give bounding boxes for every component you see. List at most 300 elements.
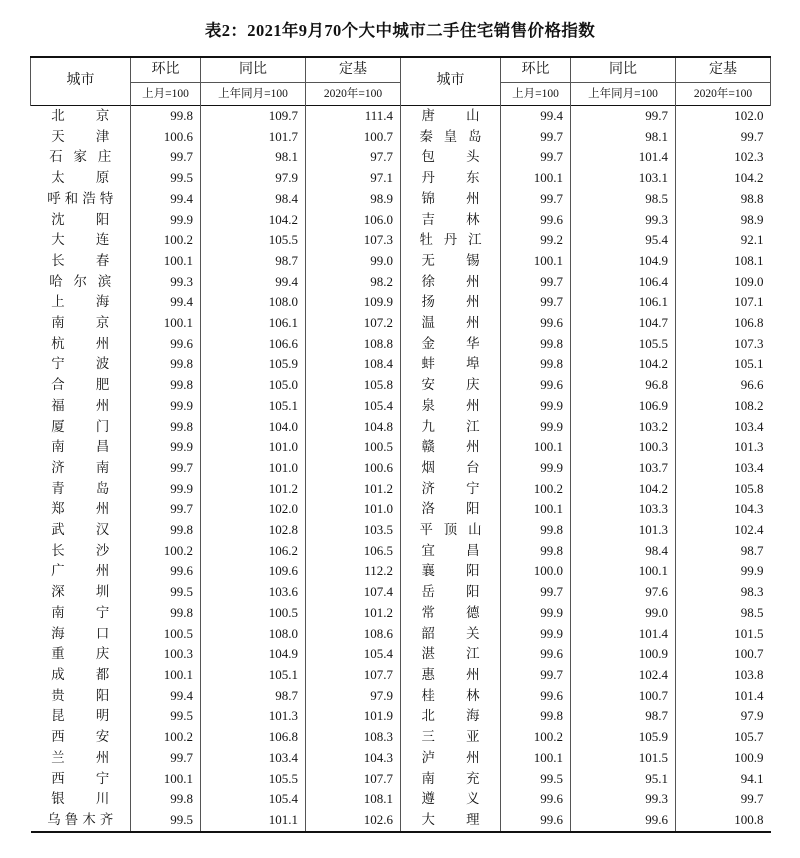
cell-base-left: 101.2 <box>306 603 401 624</box>
cell-base-left: 108.1 <box>306 789 401 810</box>
cell-city <box>31 334 131 355</box>
cell-base-left: 102.6 <box>306 810 401 832</box>
cell-city <box>401 810 501 832</box>
cell-yoy-right: 104.9 <box>571 251 676 272</box>
city-name: 济南 <box>51 459 110 475</box>
cell-city <box>31 603 131 624</box>
city-name: 秦皇岛 <box>419 128 482 144</box>
cell-base-left: 104.3 <box>306 748 401 769</box>
cell-city <box>401 561 501 582</box>
city-name: 上海 <box>51 294 110 310</box>
city-name: 天津 <box>51 128 110 144</box>
city-name: 桂林 <box>421 687 480 703</box>
cell-yoy-right: 100.1 <box>571 561 676 582</box>
cell-yoy-right: 98.1 <box>571 127 676 148</box>
city-name: 惠州 <box>421 666 480 682</box>
city-name: 遵义 <box>421 791 480 807</box>
city-name: 哈尔滨 <box>49 273 112 289</box>
cell-yoy-left: 109.7 <box>201 106 306 127</box>
cell-base-left: 99.0 <box>306 251 401 272</box>
cell-mom-right: 100.1 <box>501 251 571 272</box>
cell-base-right: 100.8 <box>676 810 771 832</box>
cell-city <box>401 210 501 231</box>
cell-mom-right: 99.9 <box>501 417 571 438</box>
cell-city <box>31 437 131 458</box>
cell-yoy-left: 102.8 <box>201 520 306 541</box>
cell-mom-right: 99.6 <box>501 686 571 707</box>
city-name: 福州 <box>51 397 110 413</box>
table-row <box>31 272 771 293</box>
cell-mom-left: 99.7 <box>131 748 201 769</box>
cell-base-left: 107.4 <box>306 582 401 603</box>
cell-yoy-right: 99.6 <box>571 810 676 832</box>
cell-city <box>401 251 501 272</box>
cell-mom-right: 99.7 <box>501 127 571 148</box>
cell-mom-right: 99.9 <box>501 624 571 645</box>
city-name: 济宁 <box>421 480 480 496</box>
cell-mom-right: 99.2 <box>501 230 571 251</box>
cell-mom-left: 99.8 <box>131 417 201 438</box>
table-row <box>31 292 771 313</box>
table-row <box>31 479 771 500</box>
cell-mom-left: 99.9 <box>131 396 201 417</box>
cell-yoy-left: 106.8 <box>201 727 306 748</box>
table-row <box>31 644 771 665</box>
cell-city <box>401 727 501 748</box>
cell-yoy-left: 109.6 <box>201 561 306 582</box>
column-header-mom-right: 环比 <box>501 57 571 83</box>
cell-city <box>31 230 131 251</box>
cell-yoy-left: 103.6 <box>201 582 306 603</box>
table-row <box>31 686 771 707</box>
table-body <box>31 106 771 832</box>
table-row <box>31 189 771 210</box>
cell-yoy-left: 106.6 <box>201 334 306 355</box>
city-name: 贵阳 <box>51 687 110 703</box>
cell-mom-right: 99.8 <box>501 334 571 355</box>
city-name: 长春 <box>51 252 110 268</box>
cell-mom-left: 100.2 <box>131 727 201 748</box>
cell-yoy-right: 101.5 <box>571 748 676 769</box>
column-subheader-mom-right: 上月=100 <box>501 83 571 106</box>
cell-mom-left: 99.9 <box>131 210 201 231</box>
cell-base-left: 104.8 <box>306 417 401 438</box>
city-name: 厦门 <box>51 418 110 434</box>
table-row <box>31 748 771 769</box>
cell-base-right: 107.3 <box>676 334 771 355</box>
cell-base-left: 105.4 <box>306 396 401 417</box>
cell-city <box>401 748 501 769</box>
column-subheader-yoy-right: 上年同月=100 <box>571 83 676 106</box>
cell-yoy-right: 101.4 <box>571 147 676 168</box>
city-name: 赣州 <box>421 439 480 455</box>
table-row <box>31 230 771 251</box>
cell-city <box>31 313 131 334</box>
cell-city <box>401 313 501 334</box>
cell-yoy-right: 95.4 <box>571 230 676 251</box>
city-name: 蚌埠 <box>421 356 480 372</box>
cell-city <box>31 147 131 168</box>
cell-mom-right: 99.6 <box>501 644 571 665</box>
cell-mom-left: 100.1 <box>131 665 201 686</box>
cell-yoy-right: 98.7 <box>571 706 676 727</box>
table-row <box>31 665 771 686</box>
cell-yoy-left: 101.2 <box>201 479 306 500</box>
cell-mom-left: 100.3 <box>131 644 201 665</box>
cell-city <box>401 334 501 355</box>
cell-yoy-right: 99.3 <box>571 210 676 231</box>
city-name: 温州 <box>421 315 480 331</box>
cell-base-left: 100.7 <box>306 127 401 148</box>
cell-mom-right: 99.8 <box>501 706 571 727</box>
cell-base-right: 103.4 <box>676 417 771 438</box>
cell-yoy-right: 104.7 <box>571 313 676 334</box>
table-row <box>31 106 771 127</box>
table-row <box>31 354 771 375</box>
cell-yoy-left: 101.3 <box>201 706 306 727</box>
cell-yoy-left: 106.2 <box>201 541 306 562</box>
cell-yoy-left: 105.5 <box>201 769 306 790</box>
cell-mom-left: 99.5 <box>131 706 201 727</box>
table-row <box>31 810 771 832</box>
cell-city <box>31 479 131 500</box>
table-row <box>31 624 771 645</box>
cell-city <box>401 499 501 520</box>
table-row <box>31 313 771 334</box>
city-name: 深圳 <box>51 584 110 600</box>
city-name: 郑州 <box>51 501 110 517</box>
cell-yoy-left: 101.0 <box>201 458 306 479</box>
table-row <box>31 789 771 810</box>
cell-base-left: 100.6 <box>306 458 401 479</box>
cell-base-right: 103.4 <box>676 458 771 479</box>
city-name: 北海 <box>421 708 480 724</box>
cell-city <box>31 789 131 810</box>
cell-city <box>31 127 131 148</box>
cell-mom-right: 99.7 <box>501 147 571 168</box>
cell-mom-right: 99.7 <box>501 292 571 313</box>
cell-yoy-left: 100.5 <box>201 603 306 624</box>
cell-mom-right: 100.1 <box>501 748 571 769</box>
cell-yoy-right: 104.2 <box>571 354 676 375</box>
cell-base-right: 109.0 <box>676 272 771 293</box>
cell-base-right: 106.8 <box>676 313 771 334</box>
cell-base-right: 102.3 <box>676 147 771 168</box>
cell-base-left: 98.9 <box>306 189 401 210</box>
cell-base-right: 100.9 <box>676 748 771 769</box>
cell-city <box>401 769 501 790</box>
cell-yoy-right: 96.8 <box>571 375 676 396</box>
city-name: 海口 <box>51 625 110 641</box>
cell-mom-left: 99.5 <box>131 582 201 603</box>
city-name: 吉林 <box>421 211 480 227</box>
cell-yoy-left: 108.0 <box>201 624 306 645</box>
table-row <box>31 334 771 355</box>
cell-base-left: 97.9 <box>306 686 401 707</box>
cell-mom-left: 99.8 <box>131 354 201 375</box>
city-name: 石家庄 <box>49 149 112 165</box>
cell-city <box>401 147 501 168</box>
cell-city <box>401 230 501 251</box>
city-name: 南充 <box>421 770 480 786</box>
cell-yoy-left: 99.4 <box>201 272 306 293</box>
cell-mom-right: 99.6 <box>501 210 571 231</box>
cell-yoy-right: 106.1 <box>571 292 676 313</box>
cell-city <box>31 375 131 396</box>
cell-yoy-right: 99.0 <box>571 603 676 624</box>
cell-mom-left: 100.2 <box>131 230 201 251</box>
table-container <box>30 41 770 833</box>
city-name: 昆明 <box>51 708 110 724</box>
city-name: 丹东 <box>421 170 480 186</box>
cell-base-left: 106.5 <box>306 541 401 562</box>
column-header-city-right: 城市 <box>401 57 501 106</box>
table-row <box>31 561 771 582</box>
cell-mom-right: 100.1 <box>501 168 571 189</box>
table-row <box>31 458 771 479</box>
city-name: 大连 <box>51 232 110 248</box>
cell-city <box>31 272 131 293</box>
city-name: 襄阳 <box>421 563 480 579</box>
cell-yoy-left: 101.7 <box>201 127 306 148</box>
cell-base-left: 107.7 <box>306 665 401 686</box>
cell-city <box>31 810 131 832</box>
cell-base-right: 99.7 <box>676 127 771 148</box>
cell-city <box>31 727 131 748</box>
table-row <box>31 706 771 727</box>
cell-base-right: 99.9 <box>676 561 771 582</box>
table-row <box>31 396 771 417</box>
cell-base-left: 97.7 <box>306 147 401 168</box>
cell-mom-right: 99.6 <box>501 810 571 832</box>
city-name: 沈阳 <box>51 211 110 227</box>
table-row <box>31 582 771 603</box>
cell-city <box>31 520 131 541</box>
cell-city <box>401 189 501 210</box>
cell-city <box>401 603 501 624</box>
cell-city <box>31 210 131 231</box>
cell-city <box>31 541 131 562</box>
cell-yoy-left: 98.7 <box>201 686 306 707</box>
city-name: 唐山 <box>421 108 480 123</box>
cell-yoy-right: 100.9 <box>571 644 676 665</box>
cell-yoy-left: 105.0 <box>201 375 306 396</box>
cell-yoy-left: 105.1 <box>201 665 306 686</box>
city-name: 扬州 <box>421 294 480 310</box>
city-name: 南宁 <box>51 604 110 620</box>
cell-yoy-right: 106.4 <box>571 272 676 293</box>
column-subheader-base-right: 2020年=100 <box>676 83 771 106</box>
header-row-primary <box>31 57 771 83</box>
cell-city <box>31 748 131 769</box>
cell-mom-right: 100.0 <box>501 561 571 582</box>
cell-mom-left: 99.8 <box>131 106 201 127</box>
cell-mom-right: 100.1 <box>501 437 571 458</box>
cell-yoy-left: 108.0 <box>201 292 306 313</box>
cell-yoy-left: 104.2 <box>201 210 306 231</box>
city-name: 安庆 <box>421 377 480 393</box>
city-name: 兰州 <box>51 749 110 765</box>
table-row <box>31 375 771 396</box>
cell-base-right: 101.4 <box>676 686 771 707</box>
cell-mom-left: 100.1 <box>131 769 201 790</box>
cell-yoy-right: 106.9 <box>571 396 676 417</box>
cell-base-right: 98.9 <box>676 210 771 231</box>
cell-city <box>401 458 501 479</box>
city-name: 宁波 <box>51 356 110 372</box>
cell-base-left: 101.9 <box>306 706 401 727</box>
city-name: 合肥 <box>51 377 110 393</box>
cell-base-right: 102.4 <box>676 520 771 541</box>
cell-yoy-right: 99.7 <box>571 106 676 127</box>
table-row <box>31 168 771 189</box>
cell-city <box>31 769 131 790</box>
cell-base-right: 105.8 <box>676 479 771 500</box>
table-header <box>31 57 771 106</box>
cell-base-left: 107.7 <box>306 769 401 790</box>
cell-city <box>31 458 131 479</box>
cell-base-left: 108.8 <box>306 334 401 355</box>
cell-yoy-right: 102.4 <box>571 665 676 686</box>
cell-city <box>31 706 131 727</box>
cell-mom-left: 99.9 <box>131 437 201 458</box>
cell-city <box>401 541 501 562</box>
table-row <box>31 520 771 541</box>
cell-city <box>401 789 501 810</box>
cell-base-right: 94.1 <box>676 769 771 790</box>
cell-yoy-right: 98.4 <box>571 541 676 562</box>
cell-yoy-left: 101.1 <box>201 810 306 832</box>
cell-base-right: 98.5 <box>676 603 771 624</box>
cell-mom-right: 100.1 <box>501 499 571 520</box>
cell-yoy-left: 98.7 <box>201 251 306 272</box>
cell-base-right: 96.6 <box>676 375 771 396</box>
cell-mom-left: 99.6 <box>131 561 201 582</box>
column-header-base-right: 定基 <box>676 57 771 83</box>
column-header-mom-left: 环比 <box>131 57 201 83</box>
cell-base-left: 100.5 <box>306 437 401 458</box>
cell-city <box>401 106 501 127</box>
city-name: 九江 <box>421 418 480 434</box>
cell-base-right: 108.2 <box>676 396 771 417</box>
cell-base-right: 98.8 <box>676 189 771 210</box>
table-row <box>31 727 771 748</box>
cell-base-left: 107.2 <box>306 313 401 334</box>
cell-city <box>31 624 131 645</box>
cell-mom-right: 99.5 <box>501 769 571 790</box>
cell-yoy-right: 101.3 <box>571 520 676 541</box>
cell-mom-right: 99.7 <box>501 582 571 603</box>
cell-city <box>401 686 501 707</box>
cell-city <box>401 520 501 541</box>
cell-mom-left: 100.5 <box>131 624 201 645</box>
column-subheader-base-left: 2020年=100 <box>306 83 401 106</box>
cell-base-left: 112.2 <box>306 561 401 582</box>
cell-yoy-left: 105.5 <box>201 230 306 251</box>
cell-city <box>31 561 131 582</box>
cell-mom-left: 99.5 <box>131 810 201 832</box>
cell-yoy-right: 103.3 <box>571 499 676 520</box>
cell-mom-right: 99.8 <box>501 520 571 541</box>
cell-city <box>401 168 501 189</box>
cell-mom-left: 99.7 <box>131 147 201 168</box>
cell-mom-left: 99.9 <box>131 479 201 500</box>
cell-mom-left: 100.2 <box>131 541 201 562</box>
city-name: 大理 <box>421 811 480 827</box>
city-name: 宜昌 <box>421 542 480 558</box>
cell-mom-left: 99.7 <box>131 499 201 520</box>
cell-city <box>31 644 131 665</box>
cell-base-right: 92.1 <box>676 230 771 251</box>
cell-mom-left: 99.8 <box>131 789 201 810</box>
cell-base-right: 100.7 <box>676 644 771 665</box>
city-name: 南昌 <box>51 439 110 455</box>
cell-yoy-left: 104.0 <box>201 417 306 438</box>
cell-base-left: 101.0 <box>306 499 401 520</box>
city-name: 武汉 <box>51 522 110 538</box>
cell-base-left: 107.3 <box>306 230 401 251</box>
cell-city <box>31 417 131 438</box>
cell-mom-left: 99.6 <box>131 334 201 355</box>
cell-base-right: 101.5 <box>676 624 771 645</box>
city-name: 重庆 <box>51 646 110 662</box>
cell-yoy-right: 97.6 <box>571 582 676 603</box>
city-name: 平顶山 <box>419 522 482 538</box>
city-name: 烟台 <box>421 459 480 475</box>
cell-mom-right: 99.7 <box>501 665 571 686</box>
city-name: 杭州 <box>51 335 110 351</box>
city-name: 成都 <box>51 666 110 682</box>
cell-mom-right: 99.7 <box>501 272 571 293</box>
cell-yoy-right: 95.1 <box>571 769 676 790</box>
cell-base-right: 98.3 <box>676 582 771 603</box>
city-name: 锦州 <box>421 190 480 206</box>
cell-city <box>401 375 501 396</box>
cell-mom-right: 99.6 <box>501 313 571 334</box>
cell-base-left: 105.8 <box>306 375 401 396</box>
cell-yoy-left: 102.0 <box>201 499 306 520</box>
cell-mom-right: 99.9 <box>501 603 571 624</box>
cell-mom-left: 100.1 <box>131 313 201 334</box>
cell-yoy-left: 98.4 <box>201 189 306 210</box>
cell-base-right: 108.1 <box>676 251 771 272</box>
city-name: 三亚 <box>421 729 480 745</box>
cell-city <box>31 292 131 313</box>
cell-mom-left: 100.6 <box>131 127 201 148</box>
cell-city <box>401 396 501 417</box>
cell-mom-right: 100.2 <box>501 727 571 748</box>
table-row <box>31 251 771 272</box>
cell-base-right: 107.1 <box>676 292 771 313</box>
city-name: 北京 <box>51 108 110 123</box>
city-name: 湛江 <box>421 646 480 662</box>
column-subheader-mom-left: 上月=100 <box>131 83 201 106</box>
cell-mom-right: 99.8 <box>501 541 571 562</box>
cell-city <box>401 624 501 645</box>
cell-mom-right: 100.2 <box>501 479 571 500</box>
cell-city <box>401 665 501 686</box>
cell-mom-left: 99.4 <box>131 686 201 707</box>
city-name: 洛阳 <box>421 501 480 517</box>
cell-mom-right: 99.9 <box>501 458 571 479</box>
city-name: 牡丹江 <box>419 232 482 248</box>
city-name: 常德 <box>421 604 480 620</box>
cell-mom-right: 99.6 <box>501 375 571 396</box>
column-header-city-left: 城市 <box>31 57 131 106</box>
city-name: 乌鲁木齐 <box>47 811 114 827</box>
table-row <box>31 127 771 148</box>
cell-base-left: 106.0 <box>306 210 401 231</box>
